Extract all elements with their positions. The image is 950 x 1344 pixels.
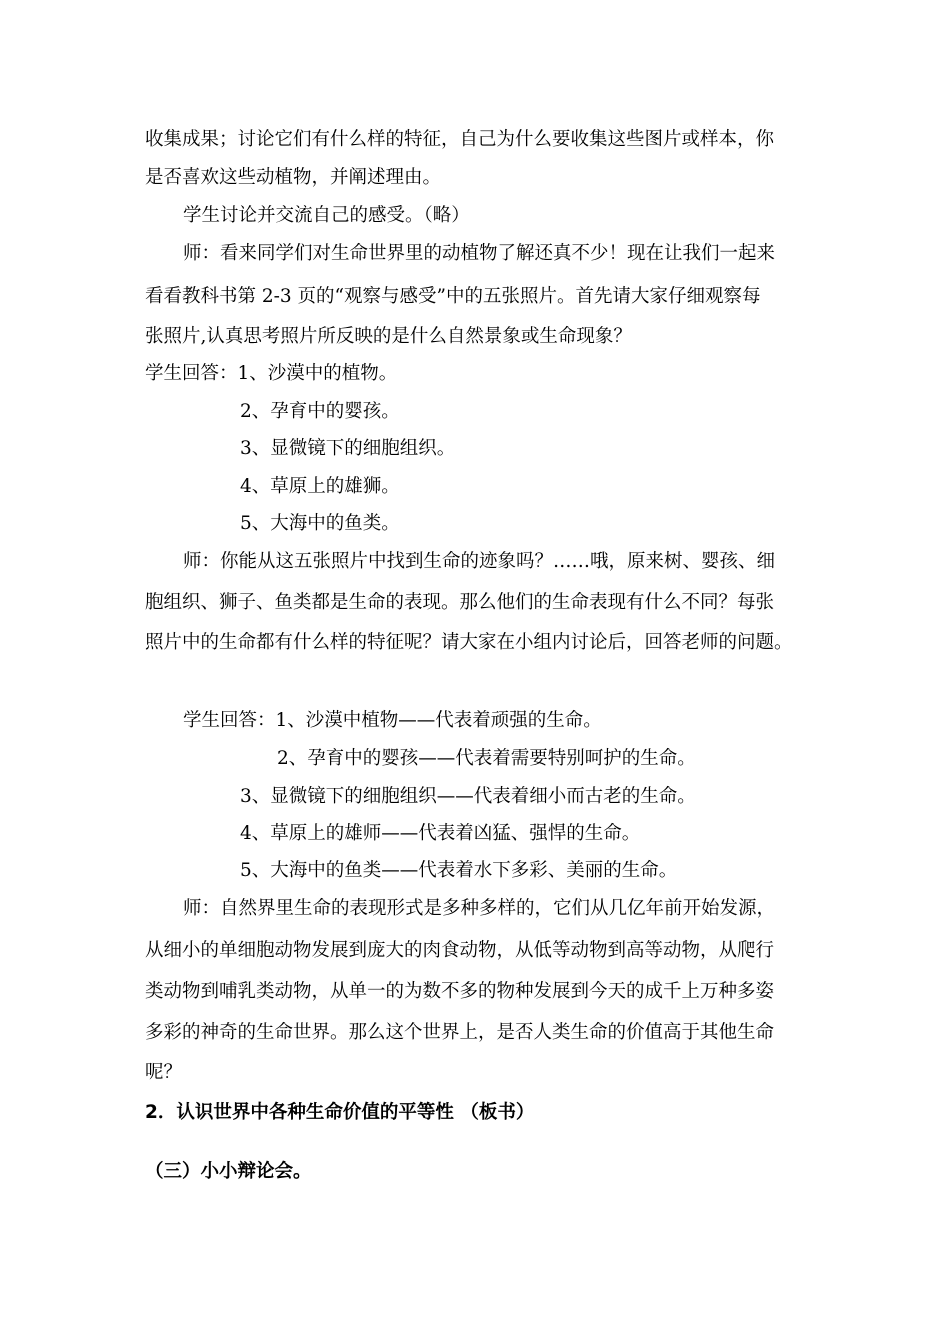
section-heading: 2．认识世界中各种生命价值的平等性 （板书） bbox=[145, 1102, 535, 1123]
paragraph-line: 张照片,认真思考照片所反映的是什么自然景象或生命现象？ bbox=[145, 326, 632, 347]
list-item: 2、孕育中的婴孩。 bbox=[240, 401, 400, 422]
list-item: 5、大海中的鱼类。 bbox=[240, 513, 400, 534]
paragraph-line: 多彩的神奇的生命世界。那么这个世界上，是否人类生命的价值高于其他生命 bbox=[145, 1022, 775, 1043]
paragraph-line: 收集成果；讨论它们有什么样的特征，自己为什么要收集这些图片或样本，你 bbox=[145, 129, 775, 150]
list-item: 5、大海中的鱼类——代表着水下多彩、美丽的生命。 bbox=[240, 860, 678, 881]
list-item: 3、显微镜下的细胞组织。 bbox=[240, 438, 456, 459]
paragraph-line: 照片中的生命都有什么样的特征呢？请大家在小组内讨论后，回答老师的问题。 bbox=[145, 632, 793, 653]
list-item: 4、草原上的雄师——代表着凶猛、强悍的生命。 bbox=[240, 823, 641, 844]
paragraph-line: 看看教科书第 2-3 页的“观察与感受”中的五张照片。首先请大家仔细观察每 bbox=[145, 286, 761, 307]
paragraph-line: 类动物到哺乳类动物，从单一的为数不多的物种发展到今天的成千上万种多姿 bbox=[145, 981, 775, 1002]
paragraph-line: 师：自然界里生命的表现形式是多种多样的，它们从几亿年前开始发源， bbox=[183, 898, 776, 919]
list-item: 2、孕育中的婴孩——代表着需要特别呵护的生命。 bbox=[277, 748, 696, 769]
paragraph-line: 呢？ bbox=[145, 1062, 183, 1083]
paragraph-line: 师：你能从这五张照片中找到生命的迹象吗？……哦，原来树、婴孩、细 bbox=[183, 551, 776, 572]
list-item: 3、显微镜下的细胞组织——代表着细小而古老的生命。 bbox=[240, 786, 696, 807]
list-item: 4、草原上的雄狮。 bbox=[240, 476, 400, 497]
paragraph-line: 是否喜欢这些动植物，并阐述理由。 bbox=[145, 167, 442, 188]
section-heading: （三）小小辩论会。 bbox=[145, 1161, 312, 1182]
paragraph-line: 师：看来同学们对生命世界里的动植物了解还真不少！现在让我们一起来 bbox=[183, 243, 776, 264]
paragraph-line: 学生讨论并交流自己的感受。（略） bbox=[183, 205, 470, 226]
paragraph-line: 胞组织、狮子、鱼类都是生命的表现。那么他们的生命表现有什么不同？每张 bbox=[145, 592, 775, 613]
list-item: 学生回答：1、沙漠中植物——代表着顽强的生命。 bbox=[183, 710, 602, 731]
paragraph-line: 从细小的单细胞动物发展到庞大的肉食动物，从低等动物到高等动物，从爬行 bbox=[145, 940, 775, 961]
list-item: 学生回答：1、沙漠中的植物。 bbox=[145, 363, 398, 384]
